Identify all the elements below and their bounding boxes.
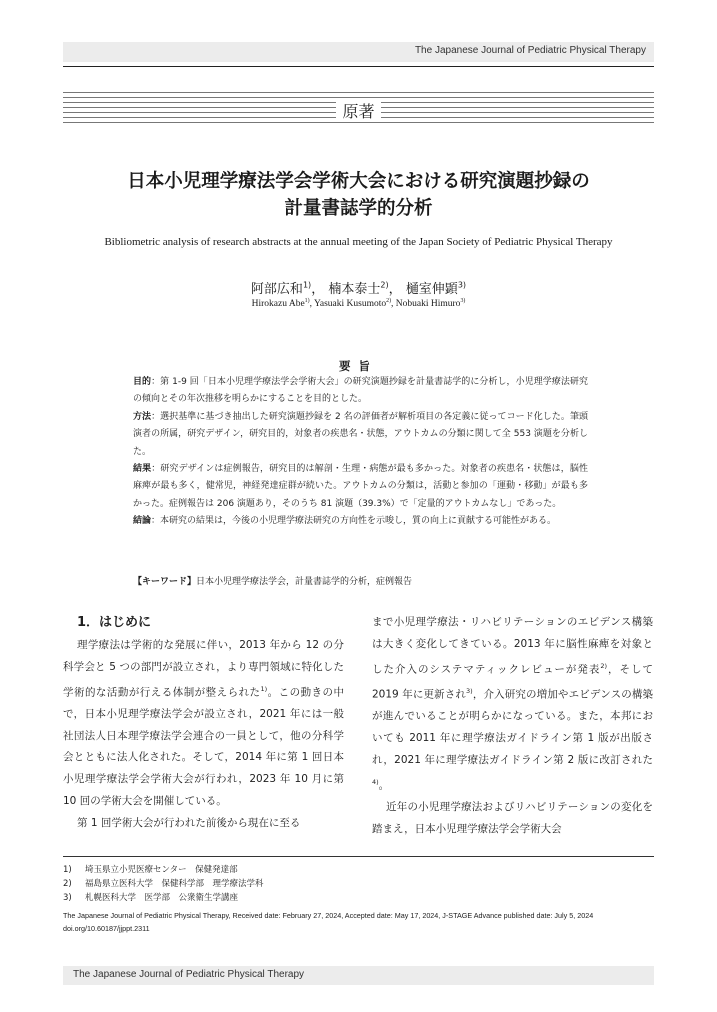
author-sep: ,	[309, 299, 314, 310]
article-category: 原著	[336, 102, 380, 121]
citation-mark: 2)	[600, 661, 608, 670]
received-dates: The Japanese Journal of Pediatric Physical Therapy, Received date: February 27, 2024, Accepted date: May 17, 2024, J-STAGE Advance published date: July 5, 2024	[63, 911, 594, 920]
affiliations	[63, 863, 264, 905]
author-name-en: Hirokazu Abe	[251, 299, 305, 310]
title-en: Bibliometric analysis of research abstracts at the annual meeting of the Japan Society of Pediatric Physical Therapy	[104, 236, 613, 248]
author-sep: ，	[388, 282, 402, 297]
authors-en	[63, 298, 654, 309]
body-column-right	[372, 612, 653, 840]
journal-footer: The Japanese Journal of Pediatric Physical Therapy	[73, 969, 305, 980]
author-name: 楠本泰士	[328, 282, 381, 297]
abstract-body	[133, 374, 588, 531]
author-affil-mark: 2)	[386, 298, 392, 304]
keywords-text: 日本小児理学療法学会，計量書誌学的分析，症例報告	[196, 577, 413, 587]
author-sep: ，	[311, 282, 325, 297]
body-paragraph: 理学療法は学術的な発展に伴い，2013 年から 12 の分科学会と 5 つの部門が設立され，より専門領域に特化した学術的な活動が行える体制が整えられた$^{1)}$。この動きの中で，日本小児理学療法学会が設立され，2021 年には一般社団法人日本理学療法学会連合の一員として，他の分科学会とともに法人化された。そして，2014 年に第 1 回日本小児理学療法学会学術大会が行われ，2023 年 10 月に第 10 回の学術大会を開催している。	[63, 639, 344, 808]
author-affil-mark: 3)	[457, 280, 467, 290]
footnote-rule	[63, 856, 654, 857]
publication-info	[63, 909, 663, 935]
abstract-methods: 方法：選択基準に基づき抽出した研究演題抄録を 2 名の評価者が解析項目の各定義に従ってコード化した。筆頭演者の所属，研究デザイン，研究目的，対象者の疾患名・状態，アウトカムの分類に関して全 553 演題を分析した。	[133, 411, 588, 457]
abstract-purpose: 目的：第 1-9 回「日本小児理学療法学会学術大会」の研究演題抄録を計量書誌学的に分析し，小児理学療法研究の傾向とその年次推移を明らかにすることを目的とした。	[133, 377, 588, 405]
author-name-en: Yasuaki Kusumoto	[313, 299, 387, 310]
author-affil-mark: 1)	[304, 298, 310, 304]
doi-link[interactable]: doi.org/10.60187/jjppt.2311	[63, 924, 150, 933]
category-banner	[63, 92, 654, 126]
affiliation-item: 2) 福島県立医科大学 保健科学部 理学療法学科	[63, 879, 264, 889]
keywords	[133, 574, 603, 587]
header-rule	[63, 66, 654, 67]
body-column-left	[63, 612, 344, 835]
affiliation-item: 1) 埼玉県立小児医療センター 保健発達部	[63, 865, 238, 875]
footer-bar	[63, 966, 654, 985]
title-ja-line1: 日本小児理学療法学会学術大会における研究演題抄録の	[127, 171, 590, 192]
authors-ja	[63, 278, 654, 297]
body-paragraph: 近年の小児理学療法およびリハビリテーションの変化を踏まえ，日本小児理学療法学会学術大会	[372, 800, 653, 835]
author-name: 樋室伸顕	[405, 282, 458, 297]
author-affil-mark: 1)	[302, 280, 312, 290]
citation-mark: 1)	[260, 684, 268, 693]
author-affil-mark: 2)	[380, 280, 389, 290]
abstract-conclusion: 結論：本研究の結果は，今後の小児理学療法研究の方向性を示唆し，質の向上に貢献する可能性がある。	[133, 516, 557, 527]
body-paragraph: まで小児理学療法・リハビリテーションのエビデンス構築は大きく変化してきている。2013 年に脳性麻痺を対象とした介入のシステマティックレビューが発表$^{2)}$，そして 2019 年に更新され$^{3)}$，介入研究の増加やエビデンスの構築が進んでいることが明らかになっている。また，本邦においても 2011 年に理学療法ガイドライン第 1 版が出版され，2021 年に理学療法ガイドライン第 2 版に改訂された$^{4)}$。	[372, 616, 654, 792]
affiliation-item: 3) 札幌医科大学 医学部 公衆衛生学講座	[63, 893, 239, 903]
citation-mark: 3)	[466, 686, 473, 695]
title-ja	[63, 168, 654, 222]
author-affil-mark: 3)	[460, 298, 466, 304]
journal-header: The Japanese Journal of Pediatric Physical Therapy	[414, 45, 646, 56]
keywords-label: 【キーワード】	[133, 577, 197, 587]
author-sep: ,	[391, 299, 396, 310]
author-name: 阿部広和	[250, 282, 303, 297]
abstract-heading: 要旨	[339, 359, 378, 373]
header-bar	[63, 42, 654, 62]
abstract-results: 結果：研究デザインは症例報告，研究目的は解剖・生理・病態が最も多かった。対象者の疾患名・状態は，脳性麻痺が最も多く，健常児，神経発達症群が続いた。アウトカムの分類は，活動と参加の「運動・移動」が最も多かった。症例報告は 206 演題あり，そのうち 81 演題（39.3%）で「定量的アウトカムなし」であった。	[133, 464, 588, 509]
body-paragraph: 第 1 回学術大会が行われた前後から現在に至る	[77, 816, 301, 829]
author-name-en: Nobuaki Himuro	[395, 299, 461, 310]
title-ja-line2: 計量書誌学的分析	[284, 198, 433, 219]
section-heading: 1．はじめに	[77, 615, 152, 630]
citation-mark: 4)	[372, 777, 379, 786]
